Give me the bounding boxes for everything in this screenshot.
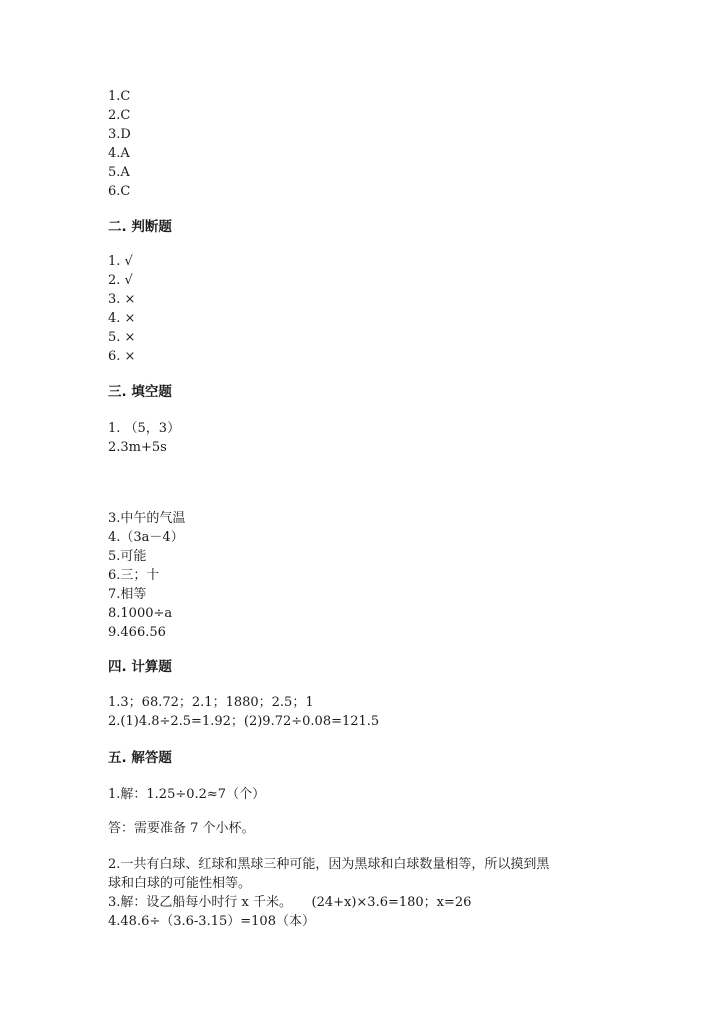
choice-answer-5: 5.A — [108, 165, 130, 180]
word-problem-answer-3: 3.解：设乙船每小时行 x 千米。 (24+x)×3.6=180；x=26 — [108, 895, 472, 910]
fill-in-answer-7: 7.相等 — [108, 587, 147, 602]
fill-in-answer-4: 4.（3a－4） — [108, 530, 184, 545]
fill-in-answer-5: 5.可能 — [108, 549, 147, 564]
fill-in-answer-1: 1. （5，3） — [108, 421, 181, 436]
calculation-answer-1: 1.3；68.72；2.1；1880；2.5；1 — [108, 695, 314, 710]
choice-answer-6: 6.C — [108, 184, 131, 199]
section-heading-judgement: 二. 判断题 — [108, 219, 172, 235]
judgement-answer-2: 2. √ — [108, 273, 133, 288]
choice-answer-4: 4.A — [108, 146, 130, 161]
judgement-answer-6: 6. × — [108, 349, 136, 364]
section-heading-word-problems: 五. 解答题 — [108, 750, 172, 766]
word-problem-answer-2-line-1: 2.一共有白球、红球和黑球三种可能，因为黑球和白球数量相等，所以摸到黑 — [108, 857, 550, 872]
word-problem-answer-4: 4.48.6÷（3.6-3.15）=108（本） — [108, 914, 315, 929]
judgement-answer-3: 3. × — [108, 292, 136, 307]
calculation-answer-2: 2.(1)4.8÷2.5=1.92；(2)9.72÷0.08=121.5 — [108, 714, 380, 729]
choice-answer-3: 3.D — [108, 127, 131, 142]
fill-in-answer-8: 8.1000÷a — [108, 606, 173, 621]
choice-answer-1: 1.C — [108, 89, 131, 104]
choice-answer-2: 2.C — [108, 108, 131, 123]
judgement-answer-5: 5. × — [108, 330, 136, 345]
word-problem-answer-2-line-2: 球和白球的可能性相等。 — [108, 876, 252, 891]
judgement-answer-4: 4. × — [108, 311, 136, 326]
section-heading-calculation: 四. 计算题 — [108, 659, 172, 675]
word-problem-answer-1: 1.解：1.25÷0.2≈7（个） — [108, 787, 266, 802]
section-heading-fill-in: 三. 填空题 — [108, 384, 172, 400]
fill-in-answer-9: 9.466.56 — [108, 625, 166, 640]
judgement-answer-1: 1. √ — [108, 254, 133, 269]
fill-in-answer-6: 6.三；十 — [108, 568, 160, 583]
fill-in-answer-3: 3.中午的气温 — [108, 511, 186, 526]
word-problem-answer-1-conclusion: 答：需要准备 7 个小杯。 — [108, 821, 255, 836]
fill-in-answer-2: 2.3m+5s — [108, 440, 167, 455]
